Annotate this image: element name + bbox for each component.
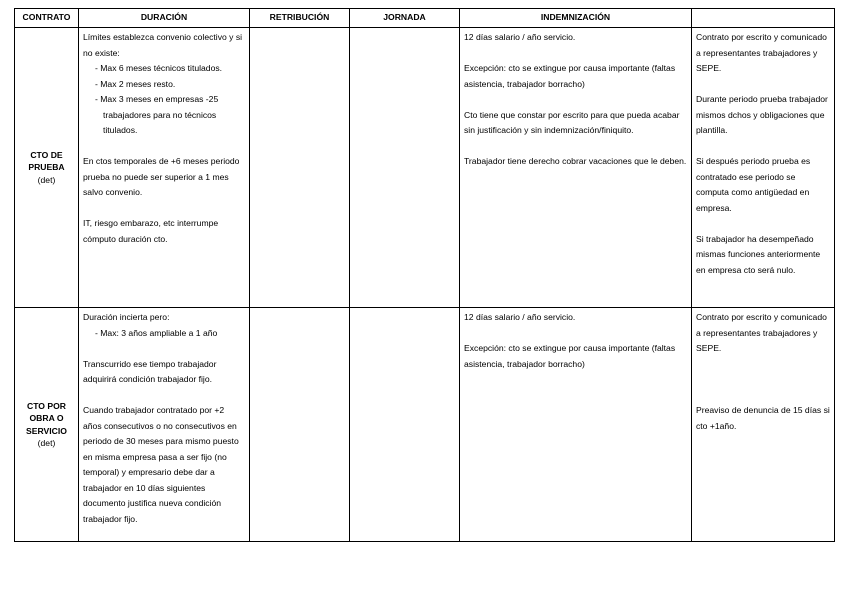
contracts-table xyxy=(14,8,835,542)
duracion-cell xyxy=(79,308,250,542)
contract-name-line: PRUEBA xyxy=(28,162,65,173)
indemnizacion-paragraph: Excepción: cto se extingue por causa importante (faltas asistencia, trabajador borracho) xyxy=(464,63,678,89)
notas-paragraph: Preaviso de denuncia de 15 días si cto +1año. xyxy=(696,405,833,431)
duracion-paragraph: Cuando trabajador contratado por +2 años consecutivos o no consecutivos en periodo de 30 meses para mismo puesto en misma empresa pasa a ser fijo (no temporal) y empresario debe dar a trabajador en 10 días siguientes documento justifica nueva condición trabajador fijo. xyxy=(83,405,242,524)
duracion-bullet: - Max 2 meses resto. xyxy=(83,77,245,93)
retribucion-cell xyxy=(250,308,350,542)
table-row xyxy=(15,308,835,542)
contract-name-line: SERVICIO xyxy=(26,425,67,436)
indemnizacion-cell xyxy=(460,308,692,542)
jornada-cell xyxy=(350,28,460,308)
indemnizacion-paragraph: 12 días salario / año servicio. xyxy=(464,32,576,42)
header-retribucion: RETRIBUCIÓN xyxy=(250,9,350,28)
indemnizacion-paragraph: Excepción: cto se extingue por causa importante (faltas asistencia, trabajador borracho) xyxy=(464,343,678,369)
header-notas xyxy=(692,9,835,28)
notas-paragraph: Durante periodo prueba trabajador mismos dchos y obligaciones que plantilla. xyxy=(696,94,831,135)
duracion-paragraph: Transcurrido ese tiempo trabajador adquirirá condición trabajador fijo. xyxy=(83,358,219,384)
contract-name-line: OBRA O xyxy=(29,413,64,423)
contract-type-label: (det) xyxy=(37,438,56,448)
contract-name-line: CTO DE xyxy=(30,149,63,160)
duracion-paragraph: En ctos temporales de +6 meses periodo prueba no puede ser superior a 1 mes salvo convenio. xyxy=(83,156,242,197)
indemnizacion-paragraph: Cto tiene que constar por escrito para que pueda acabar sin justificación y sin indemnización/finiquito. xyxy=(464,109,682,135)
contract-name-cell xyxy=(15,28,79,308)
header-duracion: DURACIÓN xyxy=(79,9,250,28)
contract-name-line: CTO POR xyxy=(27,400,66,411)
notas-paragraph: Si después periodo prueba es contratado ese periodo se computa como antigüedad en empresa. xyxy=(696,156,813,213)
indemnizacion-paragraph: Trabajador tiene derecho cobrar vacaciones que le deben. xyxy=(464,156,687,166)
duracion-bullet: - Max 3 meses en empresas -25 trabajadores para no técnicos titulados. xyxy=(83,92,245,139)
notas-cell xyxy=(692,28,835,308)
duracion-bullet: - Max: 3 años ampliable a 1 año xyxy=(83,326,245,342)
duracion-intro: Límites establezca convenio colectivo y si no existe: xyxy=(83,32,245,58)
notas-paragraph: Si trabajador ha desempeñado mismas funciones anteriormente en empresa cto será nulo. xyxy=(696,233,823,275)
indemnizacion-paragraph: 12 días salario / año servicio. xyxy=(464,312,576,322)
duracion-bullet: - Max 6 meses técnicos titulados. xyxy=(83,61,245,77)
header-contrato: CONTRATO xyxy=(15,9,79,28)
duracion-intro: Duración incierta pero: xyxy=(83,312,170,322)
retribucion-cell xyxy=(250,28,350,308)
contract-type-label: (det) xyxy=(37,174,56,185)
header-indemnizacion: INDEMNIZACIÓN xyxy=(460,9,692,28)
duracion-paragraph: IT, riesgo embarazo, etc interrumpe cómputo duración cto. xyxy=(83,218,221,244)
notas-paragraph: Contrato por escrito y comunicado a representantes trabajadores y SEPE. xyxy=(696,32,830,73)
contract-name-cell xyxy=(15,308,79,542)
header-row xyxy=(15,9,835,28)
duracion-cell xyxy=(79,28,250,308)
table-row xyxy=(15,28,835,308)
jornada-cell xyxy=(350,308,460,542)
header-jornada: JORNADA xyxy=(350,9,460,28)
indemnizacion-cell xyxy=(460,28,692,308)
notas-paragraph: Contrato por escrito y comunicado a representantes trabajadores y SEPE. xyxy=(696,312,830,353)
notas-cell xyxy=(692,308,835,542)
